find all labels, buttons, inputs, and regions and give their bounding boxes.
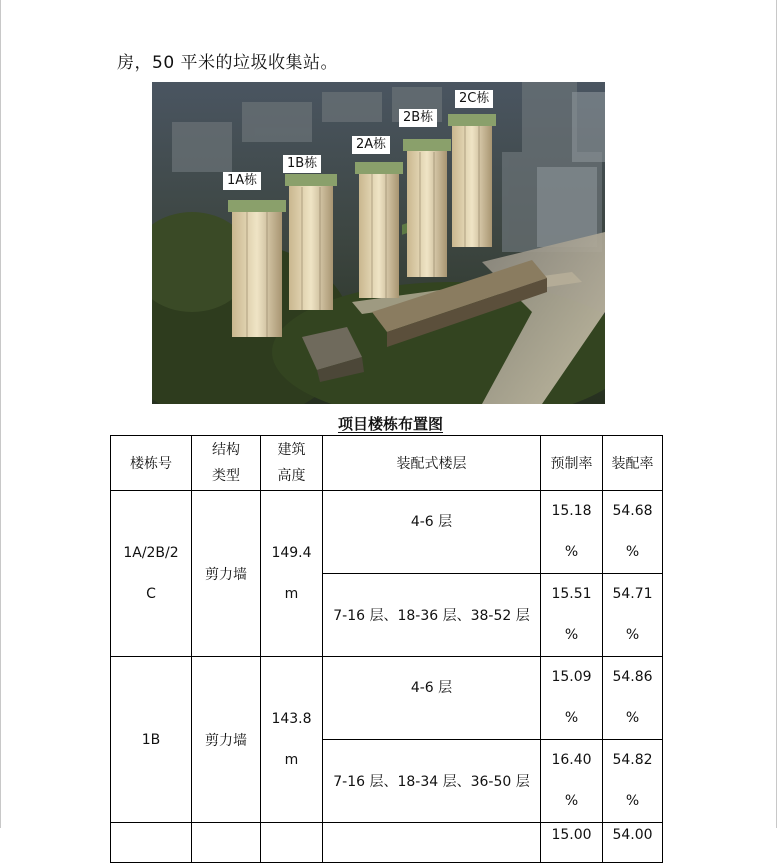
floors-cell: 7-16 层、18-36 层、38-52 层 (323, 574, 541, 657)
header-precast-rate: 预制率 (541, 436, 603, 491)
figure-caption-text: 项目楼栋布置图 (337, 415, 443, 433)
structure-cell (192, 823, 261, 863)
header-floors: 装配式楼层 (323, 436, 541, 491)
table-row (111, 657, 663, 740)
assembly-rate-cell: 54.00 (603, 823, 663, 863)
header-structure: 结构 类型 (192, 436, 261, 491)
building-label-2c: 2C栋 (455, 90, 493, 108)
building-label-1a: 1A栋 (223, 172, 261, 190)
building-cell: 1A/2B/2 C (111, 491, 192, 657)
precast-rate-cell: 15.51 % (541, 574, 603, 657)
building-cell: 1B (111, 657, 192, 823)
structure-cell: 剪力墙 (192, 491, 261, 657)
building-cell (111, 823, 192, 863)
precast-rate-cell: 15.00 (541, 823, 603, 863)
building-label-1b: 1B栋 (283, 155, 321, 173)
floors-cell: 4-6 层 (323, 491, 541, 574)
building-label-2b: 2B栋 (399, 109, 437, 127)
table-row-partial (111, 823, 663, 863)
height-cell (261, 823, 323, 863)
floors-cell: 4-6 层 (323, 657, 541, 740)
building-spec-table (110, 435, 663, 863)
header-assembly-rate: 装配率 (603, 436, 663, 491)
figure-caption (0, 413, 781, 434)
assembly-rate-cell: 54.82 % (603, 740, 663, 823)
height-cell: 149.4 m (261, 491, 323, 657)
height-cell: 143.8 m (261, 657, 323, 823)
structure-cell: 剪力墙 (192, 657, 261, 823)
table-row (111, 491, 663, 574)
project-rendering-image (152, 82, 605, 404)
building-label-2a: 2A栋 (352, 136, 390, 154)
assembly-rate-cell: 54.86 % (603, 657, 663, 740)
assembly-rate-cell: 54.71 % (603, 574, 663, 657)
precast-rate-cell: 16.40 % (541, 740, 603, 823)
assembly-rate-cell: 54.68 % (603, 491, 663, 574)
table-header-row (111, 436, 663, 491)
header-height: 建筑 高度 (261, 436, 323, 491)
floors-cell (323, 823, 541, 863)
precast-rate-cell: 15.09 % (541, 657, 603, 740)
header-building: 楼栋号 (111, 436, 192, 491)
intro-paragraph: 房，50 平米的垃圾收集站。 (117, 53, 339, 73)
precast-rate-cell: 15.18 % (541, 491, 603, 574)
floors-cell: 7-16 层、18-34 层、36-50 层 (323, 740, 541, 823)
